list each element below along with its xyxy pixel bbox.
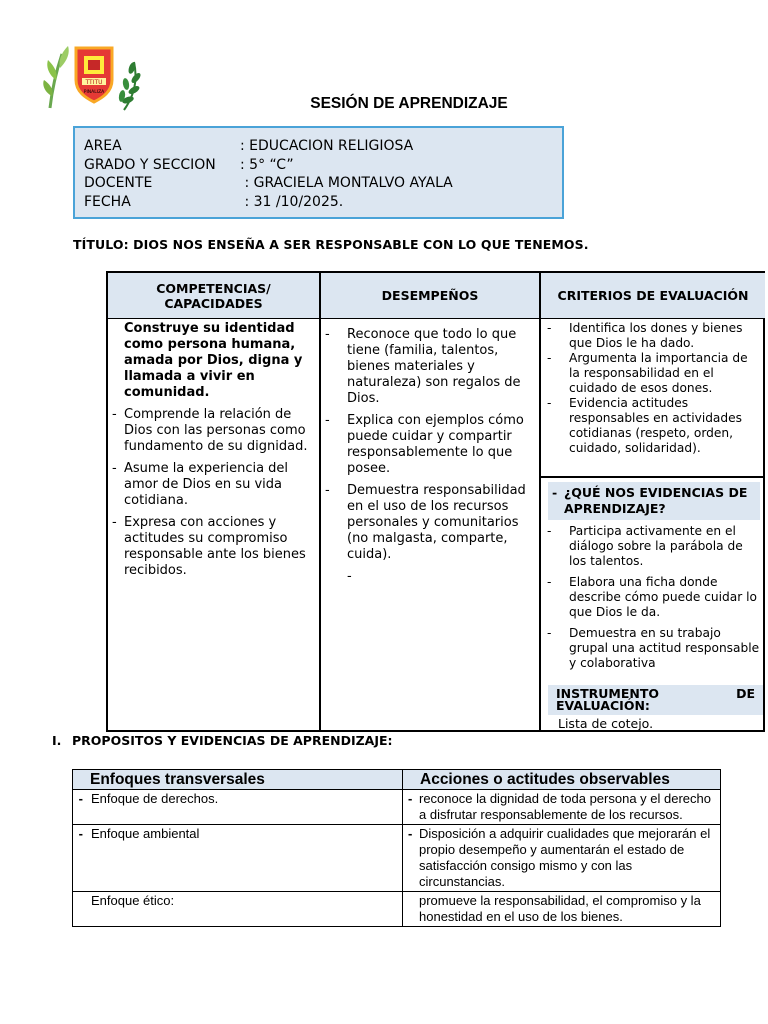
header-criterios: CRITERIOS DE EVALUACIÓN (541, 273, 765, 319)
evidencias-title: - ¿QUÉ NOS EVIDENCIAS DE APRENDIZAJE? (548, 482, 760, 520)
capacidad-item: - Expresa con acciones y actitudes su compromiso responsable ante los bienes recibidos. (112, 515, 306, 578)
info-row-grado (84, 156, 553, 175)
capacidad-item: - Comprende la relación de Dios con las personas como fundamento de su dignidad. (112, 407, 308, 454)
section-heading: I. PROPOSITOS Y EVIDENCIAS DE APRENDIZAJE: (52, 733, 393, 748)
info-value: : EDUCACION RELIGIOSA (240, 138, 414, 154)
competencias-table (106, 271, 765, 732)
desempeno-item: - Explica con ejemplos cómo puede cuidar y compartir responsablemente lo que posee. (325, 413, 524, 476)
competencias-cell (112, 321, 312, 579)
column-divider (539, 273, 541, 730)
enfoque-name: Enfoque ético: (91, 893, 175, 908)
enfoques-table (72, 769, 721, 927)
info-row-fecha (84, 193, 553, 212)
criterio-item: - Argumenta la importancia de la responsabilidad en el cuidado de esos dones. (547, 351, 748, 395)
enfoque-accion: reconoce la dignidad de toda persona y el derecho a disfrutar responsablemente de los recursos. (419, 791, 711, 822)
evidencia-item: - Participa activamente en el diálogo sobre la parábola de los talentos. (547, 524, 743, 568)
evidencia-item: - Elabora una ficha donde describe cómo puede cuidar lo que Dios le da. (547, 575, 757, 619)
evidencias-cell (547, 524, 761, 671)
info-value: : 5° “C” (240, 156, 294, 173)
info-row-area (84, 137, 553, 156)
logo-subtext: PINALIZA (83, 90, 105, 95)
desempenos-cell (325, 327, 535, 585)
row-divider (541, 476, 765, 478)
evidencia-item: - Demuestra en su trabajo grupal una actitud responsable y colaborativa (547, 626, 760, 670)
info-box (73, 126, 564, 219)
instrumento-value: Lista de cotejo. (558, 716, 654, 731)
desempeno-item: - Reconoce que todo lo que tiene (familia, talentos, bienes materiales y naturaleza) son regalos de Dios. (325, 327, 521, 406)
table-row (73, 892, 721, 927)
instrumento-title: INSTRUMENTO DE EVALUACIÓN: (548, 685, 763, 715)
capacidad-item: - Asume la experiencia del amor de Dios en su vida cotidiana. (112, 461, 289, 508)
info-key: DOCENTE (84, 175, 153, 191)
header-enfoques: Enfoques transversales (73, 770, 403, 790)
info-key: AREA (84, 138, 122, 154)
header-desempenos: DESEMPEÑOS (321, 273, 539, 319)
logo-text: TTITU (85, 79, 103, 86)
criterios-cell (547, 321, 761, 456)
header-acciones: Acciones o actitudes observables (403, 770, 721, 790)
desempeno-item-empty: - (347, 569, 352, 584)
enfoque-name: Enfoque de derechos. (91, 791, 219, 806)
info-key: GRADO Y SECCION (84, 156, 216, 173)
desempeno-item: - Demuestra responsabilidad en el uso de los recursos personales y comunitarios (no malgasta, comparte, cuida). (325, 483, 526, 562)
info-row-docente (84, 174, 553, 193)
enfoque-accion: Disposición a adquirir cualidades que mejorarán el propio desempeño y aumentarán el estado de satisfacción consigo mismo y con las circunstancias. (419, 826, 711, 889)
table-row: - Enfoque de derechos. - reconoce la dignidad de toda persona y el derecho a disfrutar responsablemente de los recursos. (73, 790, 721, 825)
enfoque-name: Enfoque ambiental (91, 826, 200, 841)
header-competencias: COMPETENCIAS/ CAPACIDADES (108, 273, 319, 319)
info-key: FECHA (84, 193, 131, 210)
criterio-item: - Evidencia actitudes responsables en actividades cotidianas (respeto, orden, cuidado, solidaridad). (547, 396, 742, 455)
page-title: SESIÓN DE APRENDIZAJE (310, 95, 508, 112)
criterio-item: - Identifica los dones y bienes que Dios le ha dado. (547, 321, 743, 350)
table-row: - Enfoque ambiental - Disposición a adquirir cualidades que mejorarán el propio desempeño y aumentarán el estado de satisfacción consigo mismo y con las circunstancias. (73, 825, 721, 892)
info-value: : GRACIELA MONTALVO AYALA (240, 175, 453, 191)
enfoque-accion: promueve la responsabilidad, el compromiso y la honestidad en el uso de los bienes. (419, 893, 701, 924)
table-header-row (73, 770, 721, 790)
info-value: : 31 /10/2025. (240, 193, 344, 210)
session-title: TÍTULO: DIOS NOS ENSEÑA A SER RESPONSABLE CON LO QUE TENEMOS. (73, 237, 589, 252)
competencia-text: Construye su identidad como persona humana, amada por Dios, digna y llamada a vivir en comunidad. (124, 321, 303, 400)
column-divider (319, 273, 321, 730)
